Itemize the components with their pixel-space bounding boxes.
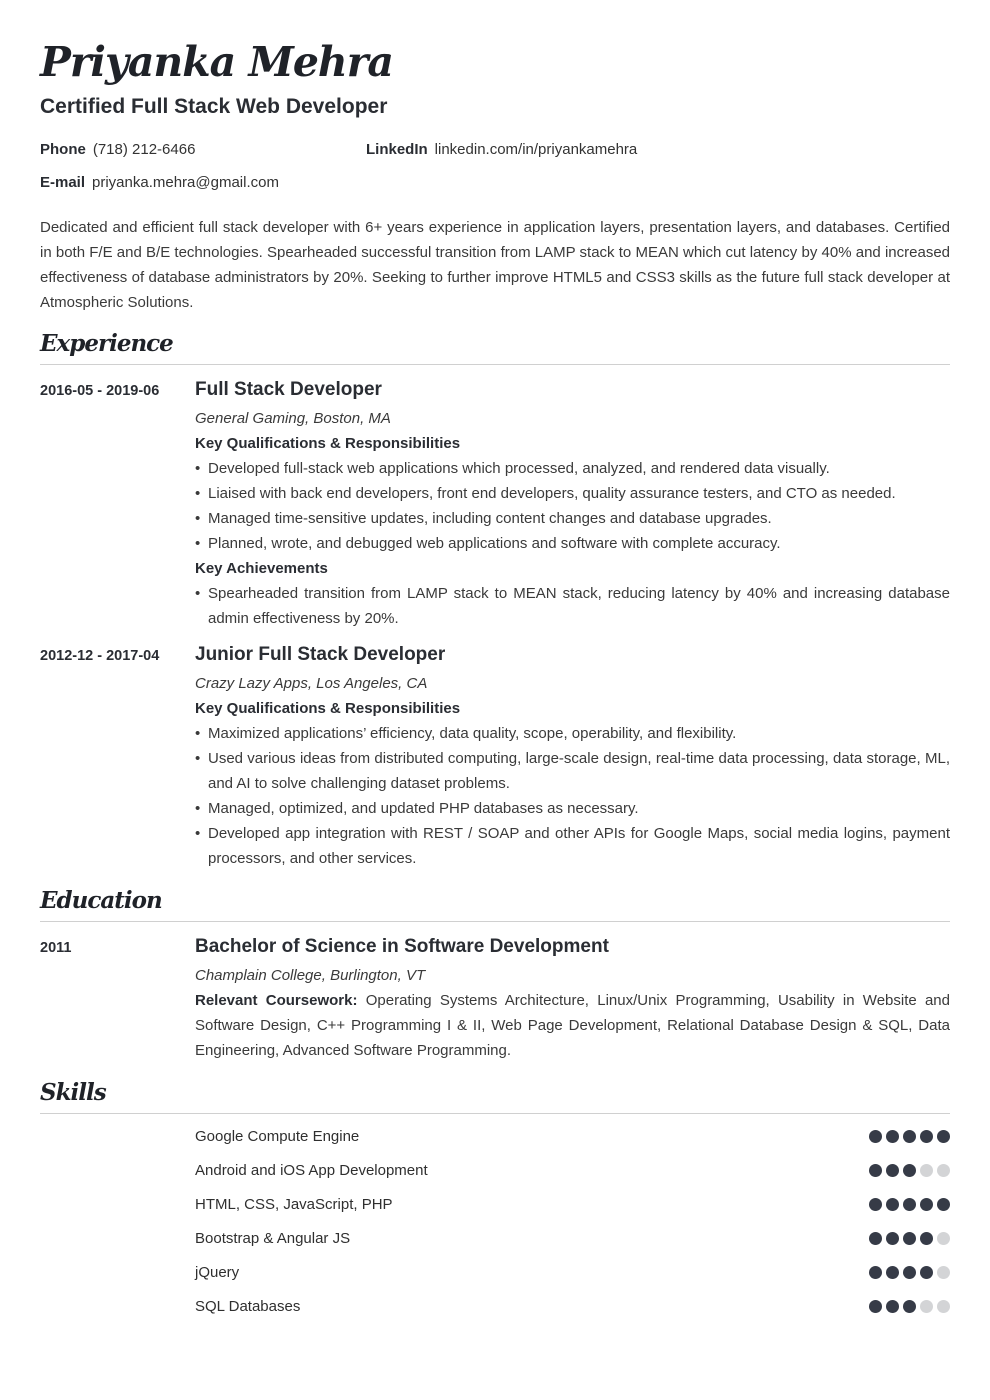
rating-dot-filled (903, 1266, 916, 1279)
job-title: Junior Full Stack Developer (195, 644, 446, 665)
section-title-experience: Experience (40, 330, 173, 357)
job-employer: Crazy Lazy Apps, Los Angeles, CA (195, 675, 428, 692)
profile-summary: Dedicated and efficient full stack developer with 6+ years experience in application layers, presentation layers, and databases. Certified in both F/E and B/E technologies. Spearheaded successful transition from LAMP stack to MEAN which cut latency by 40% and increased effectiveness of database administrators by 20%. Seeking to further improve HTML5 and CSS3 skills as the future full stack developer at Atmospheric Solutions. (40, 219, 950, 311)
rating-dot-filled (903, 1198, 916, 1211)
rating-dot-filled (920, 1130, 933, 1143)
skill-name: Google Compute Engine (195, 1128, 360, 1145)
skill-name: Bootstrap & Angular JS (195, 1230, 351, 1247)
job-entry (195, 642, 950, 871)
rating-dot-filled (903, 1300, 916, 1313)
contact-phone-label: Phone (40, 141, 86, 158)
qualifications-list (195, 456, 950, 556)
rating-dot-filled (869, 1232, 882, 1245)
job-employer: General Gaming, Boston, MA (195, 410, 391, 427)
rating-dot-filled (937, 1130, 950, 1143)
coursework-label: Relevant Coursework: (195, 992, 358, 1009)
rating-dot-filled (903, 1164, 916, 1177)
skill-row (195, 1229, 950, 1249)
skill-rating (869, 1300, 950, 1313)
degree-title: Bachelor of Science in Software Development (195, 936, 609, 957)
education-entry (195, 934, 950, 1063)
rating-dot-filled (886, 1232, 899, 1245)
job-title: Full Stack Developer (195, 379, 382, 400)
list-item: • Planned, wrote, and debugged web applications and software with complete accuracy. (195, 531, 950, 556)
job-entry (195, 377, 950, 631)
candidate-name: Priyanka Mehra (40, 38, 393, 86)
contact-email-value[interactable]: priyanka.mehra@gmail.com (92, 174, 279, 191)
skill-row (195, 1297, 950, 1317)
contact-phone-value: (718) 212-6466 (92, 141, 196, 158)
achievements-heading: Key Achievements (195, 560, 328, 577)
skill-rating (869, 1164, 950, 1177)
rating-dot-empty (937, 1164, 950, 1177)
list-item: • Maximized applications’ efficiency, data quality, scope, operability, and flexibility. (195, 721, 950, 746)
school-name: Champlain College, Burlington, VT (195, 967, 426, 984)
job-dates: 2012-12 - 2017-04 (40, 648, 160, 664)
rating-dot-filled (920, 1198, 933, 1211)
rating-dot-filled (903, 1232, 916, 1245)
skill-rating (869, 1198, 950, 1211)
rating-dot-empty (937, 1232, 950, 1245)
skill-name: HTML, CSS, JavaScript, PHP (195, 1196, 393, 1213)
section-title-education: Education (40, 887, 162, 914)
rating-dot-filled (869, 1130, 882, 1143)
skill-rating (869, 1130, 950, 1143)
rating-dot-filled (869, 1164, 882, 1177)
rating-dot-filled (869, 1300, 882, 1313)
contact-linkedin-label: LinkedIn (366, 141, 428, 158)
skill-rating (869, 1232, 950, 1245)
skill-rating (869, 1266, 950, 1279)
list-item: • Developed app integration with REST / SOAP and other APIs for Google Maps, social media logins, payment processors, and other services. (195, 821, 950, 871)
qualifications-heading: Key Qualifications & Responsibilities (195, 700, 461, 717)
education-year: 2011 (40, 940, 72, 956)
rating-dot-filled (869, 1198, 882, 1211)
skill-row (195, 1263, 950, 1283)
contact-email (40, 174, 279, 192)
section-title-skills: Skills (40, 1079, 106, 1106)
skill-name: Android and iOS App Development (195, 1162, 428, 1179)
list-item: • Spearheaded transition from LAMP stack to MEAN stack, reducing latency by 40% and increasing database admin effectiveness by 20%. (195, 581, 950, 631)
section-divider (40, 364, 950, 365)
qualifications-heading: Key Qualifications & Responsibilities (195, 435, 461, 452)
qualifications-list (195, 721, 950, 871)
rating-dot-filled (903, 1130, 916, 1143)
rating-dot-empty (937, 1266, 950, 1279)
rating-dot-filled (869, 1266, 882, 1279)
rating-dot-empty (920, 1300, 933, 1313)
coursework (195, 988, 950, 1063)
rating-dot-filled (886, 1164, 899, 1177)
list-item: • Managed, optimized, and updated PHP databases as necessary. (195, 796, 950, 821)
contact-linkedin-value[interactable]: linkedin.com/in/priyankamehra (434, 141, 638, 158)
rating-dot-filled (886, 1130, 899, 1143)
rating-dot-filled (937, 1198, 950, 1211)
candidate-headline: Certified Full Stack Web Developer (40, 95, 388, 118)
coursework-text: Operating Systems Architecture, Linux/Unix Programming, Usability in Website and Software Design, C++ Programming I & II, Web Page Development, Relational Database Design & SQL, Data Engineering, Advanced Software Programming. (195, 992, 950, 1059)
rating-dot-filled (886, 1198, 899, 1211)
skill-row (195, 1161, 950, 1181)
list-item: • Used various ideas from distributed computing, large-scale design, real-time data processing, data storage, ML, and AI to solve challenging dataset problems. (195, 746, 950, 796)
contact-linkedin (366, 141, 637, 159)
rating-dot-filled (886, 1266, 899, 1279)
skill-name: SQL Databases (195, 1298, 301, 1315)
skill-row (195, 1127, 950, 1147)
list-item: • Liaised with back end developers, front end developers, quality assurance testers, and CTO as needed. (195, 481, 950, 506)
list-item: • Developed full-stack web applications which processed, analyzed, and rendered data visually. (195, 456, 950, 481)
achievements-list (195, 581, 950, 631)
contact-phone (40, 141, 195, 159)
rating-dot-filled (920, 1266, 933, 1279)
job-dates: 2016-05 - 2019-06 (40, 383, 160, 399)
section-divider (40, 1113, 950, 1114)
contact-email-label: E-mail (40, 174, 86, 191)
skill-row (195, 1195, 950, 1215)
list-item: • Managed time-sensitive updates, including content changes and database upgrades. (195, 506, 950, 531)
rating-dot-empty (920, 1164, 933, 1177)
rating-dot-filled (920, 1232, 933, 1245)
rating-dot-filled (886, 1300, 899, 1313)
section-divider (40, 921, 950, 922)
rating-dot-empty (937, 1300, 950, 1313)
skill-name: jQuery (195, 1264, 240, 1281)
